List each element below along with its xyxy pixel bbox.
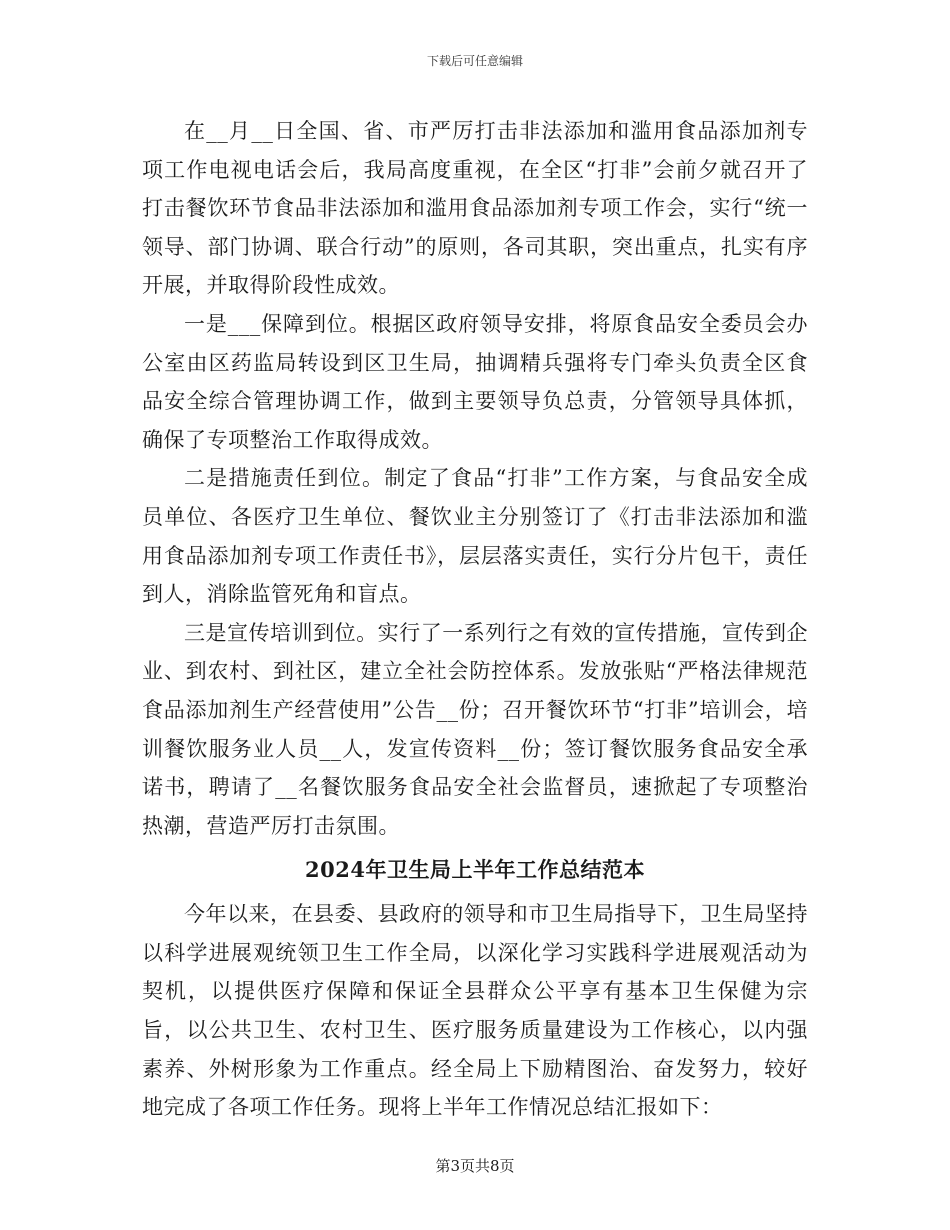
document-body: [142, 112, 808, 1127]
section-title: 2024年卫生局上半年工作总结范本: [305, 857, 645, 883]
paragraph: 一是___保障到位。根据区政府领导安排，将原食品安全委员会办公室由区药监局转设到区卫生局，抽调精兵强将专门牵头负责全区食品安全综合管理协调工作，做到主要领导负总责，分管领导具体抓，确保了专项整治工作取得成效。: [142, 311, 808, 452]
paragraph: 二是措施责任到位。制定了食品“打非”工作方案，与食品安全成员单位、各医疗卫生单位、餐饮业主分别签订了《打击非法添加和滥用食品添加剂专项工作责任书》，层层落实责任，实行分片包干，责任到人，消除监管死角和盲点。: [142, 466, 808, 607]
paragraph: 今年以来，在县委、县政府的领导和市卫生局指导下，卫生局坚持以科学进展观统领卫生工作全局，以深化学习实践科学进展观活动为契机，以提供医疗保障和保证全县群众公平享有基本卫生保健为宗旨，以公共卫生、农村卫生、医疗服务质量建设为工作核心，以内强素养、外树形象为工作重点。经全局上下励精图治、奋发努力，较好地完成了各项工作任务。现将上半年工作情况总结汇报如下：: [142, 902, 808, 1120]
page-number: 第3页共8页: [435, 1157, 515, 1175]
paragraph: 三是宣传培训到位。实行了一系列行之有效的宣传措施，宣传到企业、到农村、到社区，建立全社会防控体系。发放张贴“严格法律规范食品添加剂生产经营使用”公告__份；召开餐饮环节“打非”培训会，培训餐饮服务业人员__人，发宣传资料__份；签订餐饮服务食品安全承诺书，聘请了__名餐饮服务食品安全社会监督员，速掀起了专项整治热潮，营造严厉打击氛围。: [142, 620, 808, 838]
page-header: 下载后可任意编辑: [426, 54, 523, 68]
paragraph: 在__月__日全国、省、市严厉打击非法添加和滥用食品添加剂专项工作电视电话会后，我局高度重视，在全区“打非”会前夕就召开了打击餐饮环节食品非法添加和滥用食品添加剂专项工作会，实行“统一领导、部门协调、联合行动”的原则，各司其职，突出重点，扎实有序开展，并取得阶段性成效。: [142, 119, 808, 298]
